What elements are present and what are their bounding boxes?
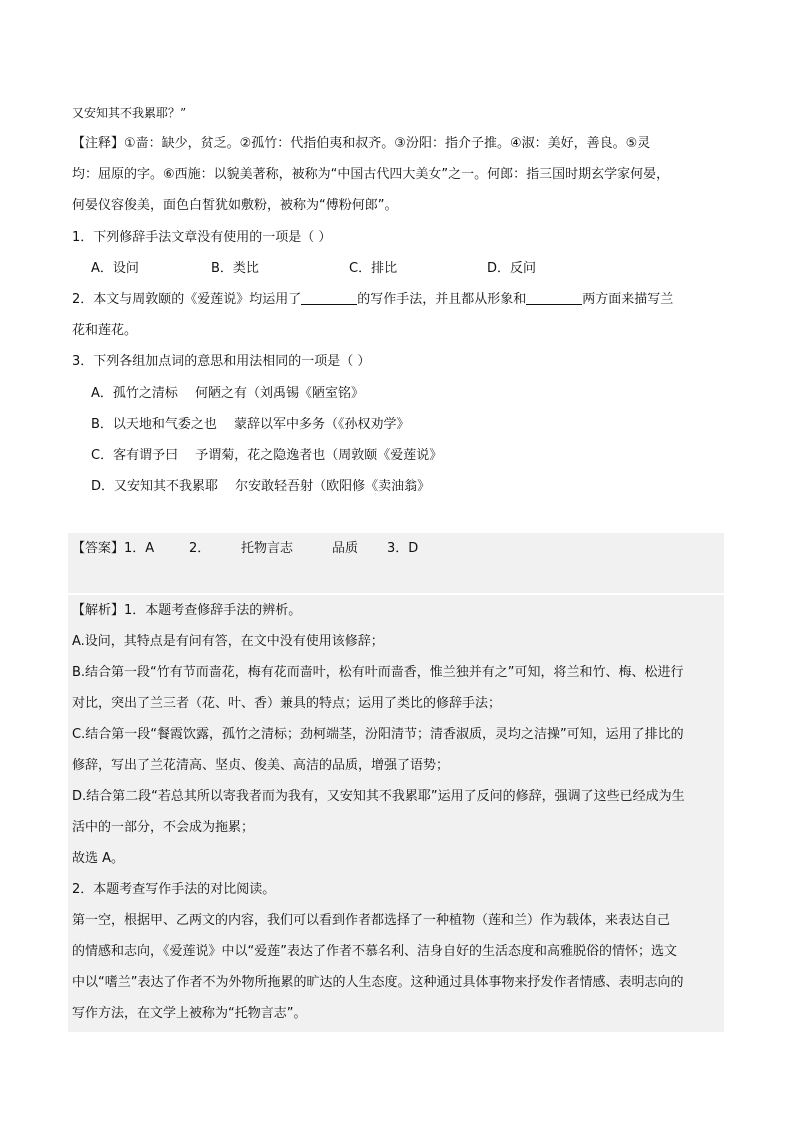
q1-option-b: B．类比: [211, 261, 259, 276]
analysis-q2-heading: 2．本题考查写作手法的对比阅读。: [72, 882, 276, 897]
q3-option-c: C．客有谓予曰 予谓菊，花之隐逸者也（周敦颐《爱莲说》: [91, 448, 443, 463]
answer-blank-2: 品质: [332, 541, 359, 556]
notes-line-2: 均：屈原的字。⑥西施：以貌美著称，被称为“中国古代四大美女”之一。何郎：指三国时期玄学家何晏，: [72, 167, 670, 182]
q2-text-part3: 两方面来描写兰: [582, 292, 674, 307]
question-1-stem: 1．下列修辞手法文章没有使用的一项是（ ）: [72, 230, 332, 245]
analysis-q2-line-1: 第一空，根据甲、乙两文的内容，我们可以看到作者都选择了一种植物（莲和兰）作为载体，来表达自己: [72, 913, 671, 928]
answer-line: [72, 539, 724, 559]
analysis-conclusion: 故选 A。: [72, 851, 125, 866]
q2-text-part2: 的写作手法，并且都从形象和: [357, 292, 527, 307]
notes-line-3: 何晏仪容俊美，面色白皙犹如敷粉，被称为“傅粉何郎”。: [72, 198, 398, 213]
analysis-q2-line-2: 的情感和志向，《爱莲说》中以“爱莲”表达了作者不慕名利、洁身自好的生活态度和高雅脱俗的情怀；选文: [72, 944, 677, 959]
answer-q3: 3．D: [387, 541, 419, 556]
q1-option-a: A．设问: [91, 261, 139, 276]
q1-option-d: D．反问: [487, 261, 537, 276]
analysis-line-b1: B.结合第一段“竹有节而啬花，梅有花而啬叶，松有叶而啬香，惟兰独并有之”可知，将兰和竹、梅、松进行: [72, 665, 684, 680]
analysis-line-d1: D.结合第二段“若总其所以寄我者而为我有，又安知其不我累耶”运用了反问的修辞，强调了这些已经成为生: [72, 789, 685, 804]
notes-line-1: 【注释】①啬：缺少，贫乏。②孤竹：代指伯夷和叔齐。③汾阳：指介子推。④淑：美好，善良。⑤灵: [72, 136, 651, 151]
analysis-q2-line-4: 写作方法，在文学上被称为“托物言志”。: [72, 1006, 307, 1021]
question-2-line-2: 花和莲花。: [72, 323, 138, 338]
analysis-line-a: A.设问，其特点是有问有答，在文中没有使用该修辞；: [72, 634, 384, 649]
analysis-q2-line-3: 中以“嗜兰”表达了作者不为外物所拖累的旷达的人生态度。这种通过具体事物来抒发作者情感、表明志向的: [72, 975, 684, 990]
answer-q1: 【答案】1．A: [72, 541, 155, 556]
analysis-line-c1: C.结合第一段“餐霞饮露，孤竹之清标；劲柯端茎，汾阳清节；清香淑质，灵均之洁操”可知，运用了排比的: [72, 727, 684, 742]
analysis-line-c2: 修辞，写出了兰花清高、坚贞、俊美、高洁的品质，增强了语势；: [72, 758, 450, 773]
q3-option-a: A．孤竹之清标 何陋之有（刘禹锡《陋室铭》: [91, 386, 365, 401]
analysis-heading: 【解析】1．本题考查修辞手法的辨析。: [72, 603, 302, 618]
question-1-options: [91, 259, 724, 279]
answer-q2-number: 2．: [189, 541, 211, 556]
analysis-line-b2: 对比，突出了兰三者（花、叶、香）兼具的特点；运用了类比的修辞手法；: [72, 696, 502, 711]
analysis-line-d2: 活中的一部分，不会成为拖累；: [72, 820, 255, 835]
q2-blank-1: [301, 290, 357, 305]
continued-quote-line: 又安知其不我累耶？”: [72, 106, 187, 120]
q3-option-d: D．又安知其不我累耶 尔安敢轻吾射（欧阳修《卖油翁》: [91, 479, 431, 494]
analysis-section: [68, 595, 724, 1032]
question-3-stem: 3．下列各组加点词的意思和用法相同的一项是（ ）: [72, 354, 371, 369]
q3-option-b: B．以天地和气委之也 蒙辞以军中多务（《孙权劝学》: [91, 417, 410, 432]
q2-blank-2: [526, 290, 582, 305]
question-2-line-1: [72, 290, 724, 310]
answer-blank-1: 托物言志: [241, 541, 294, 556]
q1-option-c: C．排比: [349, 261, 398, 276]
q2-text-part1: 2．本文与周敦颐的《爱莲说》均运用了: [72, 292, 302, 307]
